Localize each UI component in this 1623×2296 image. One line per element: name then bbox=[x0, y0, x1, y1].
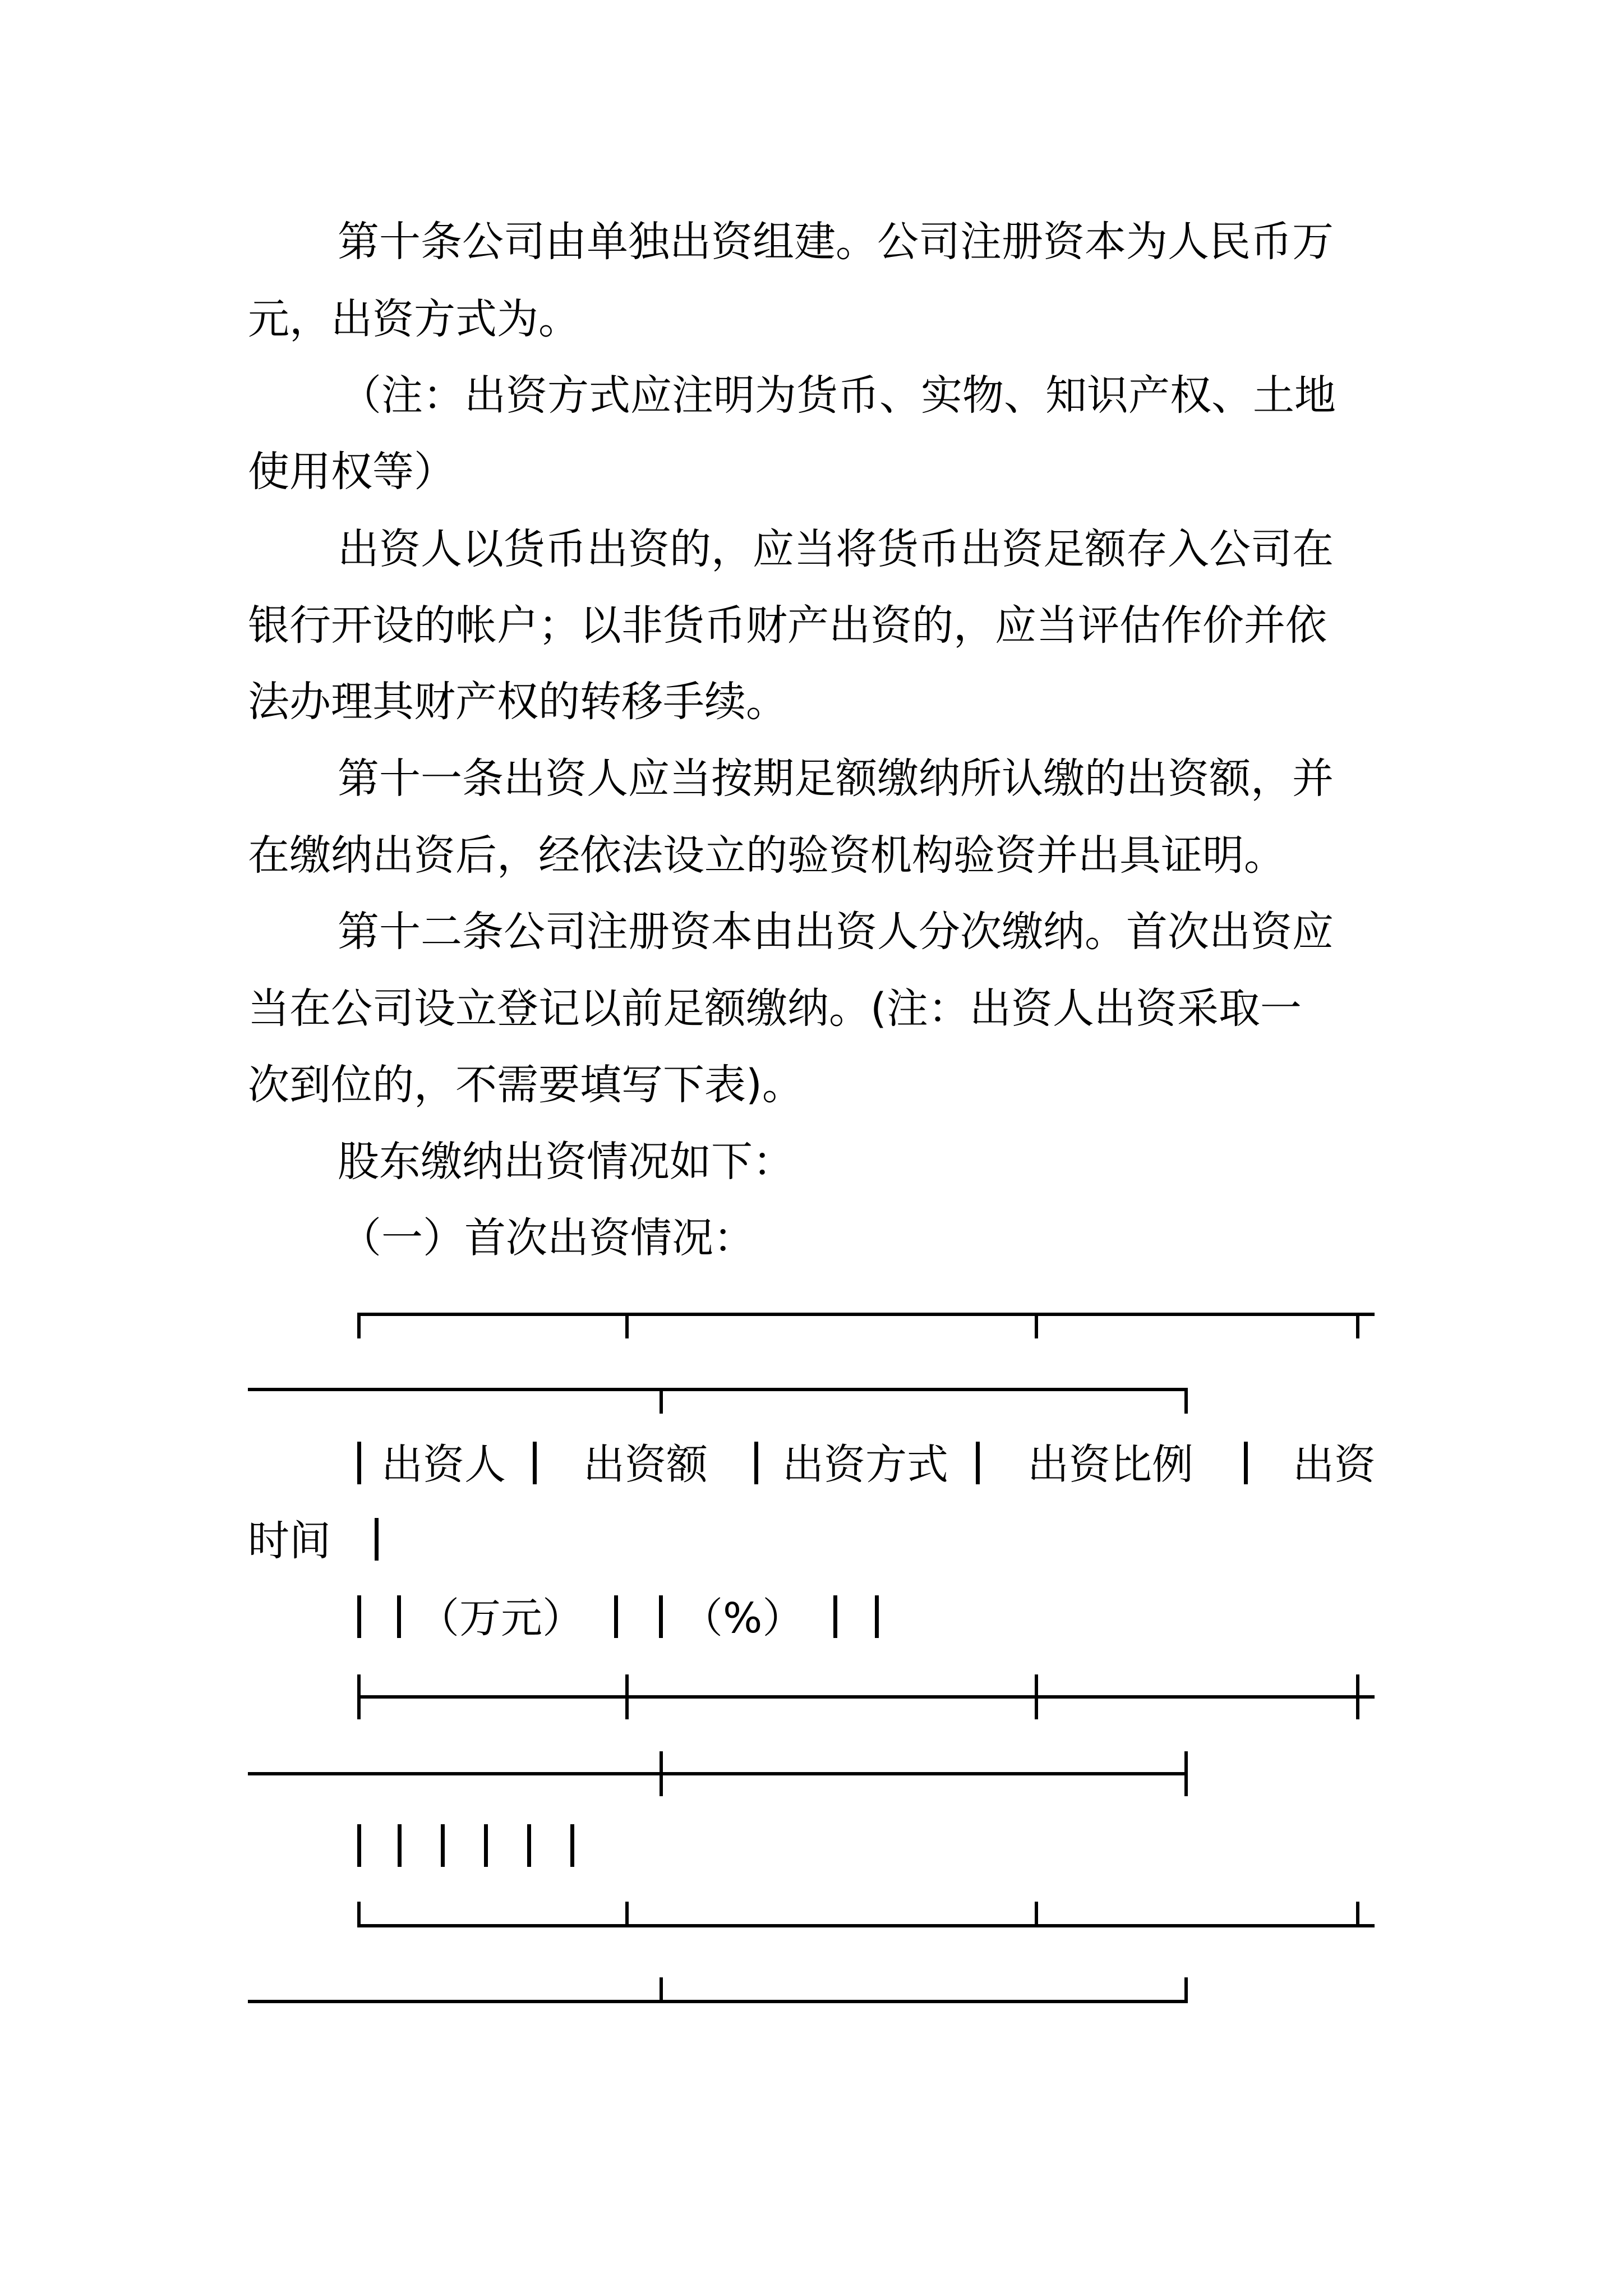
article-12-line-1: 第十二条公司注册资本由出资人分次缴纳。首次出资应 bbox=[338, 908, 1334, 956]
col-time-part-2: 时间 bbox=[248, 1517, 331, 1565]
article-12-line-2: 当在公司设立登记以前足额缴纳。(注：出资人出资采取一 bbox=[248, 984, 1302, 1033]
article-10-line-2: 元，出资方式为。 bbox=[248, 295, 580, 343]
col-investor: 出资人 bbox=[381, 1441, 506, 1489]
cash-line-2: 银行开设的帐户；以非货币财产出资的，应当评估作价并依 bbox=[248, 601, 1327, 650]
article-11-line-2: 在缴纳出资后，经依法设立的验资机构验资并出具证明。 bbox=[248, 831, 1285, 880]
cash-line-3: 法办理其财产权的转移手续。 bbox=[248, 678, 787, 726]
article-12-line-3: 次到位的，不需要填写下表)。 bbox=[248, 1061, 804, 1109]
col-time-part-1: 出资 bbox=[1293, 1441, 1376, 1489]
unit-ratio: （%） bbox=[681, 1594, 804, 1642]
col-method: 出资方式 bbox=[782, 1441, 948, 1489]
article-10-line-1: 第十条公司由单独出资组建。公司注册资本为人民币万 bbox=[338, 218, 1334, 266]
col-amount: 出资额 bbox=[583, 1441, 708, 1489]
first-contribution-heading: （一）首次出资情况： bbox=[340, 1214, 755, 1262]
note-line-2: 使用权等） bbox=[248, 448, 455, 496]
holders-intro: 股东缴纳出资情况如下： bbox=[338, 1138, 794, 1186]
cash-line-1: 出资人以货币出资的，应当将货币出资足额存入公司在 bbox=[338, 525, 1334, 573]
unit-amount: （万元） bbox=[418, 1594, 584, 1642]
note-line-1: （注：出资方式应注明为货币、实物、知识产权、土地 bbox=[340, 371, 1336, 420]
col-ratio: 出资比例 bbox=[1027, 1441, 1193, 1489]
article-11-line-1: 第十一条出资人应当按期足额缴纳所认缴的出资额，并 bbox=[338, 754, 1334, 803]
